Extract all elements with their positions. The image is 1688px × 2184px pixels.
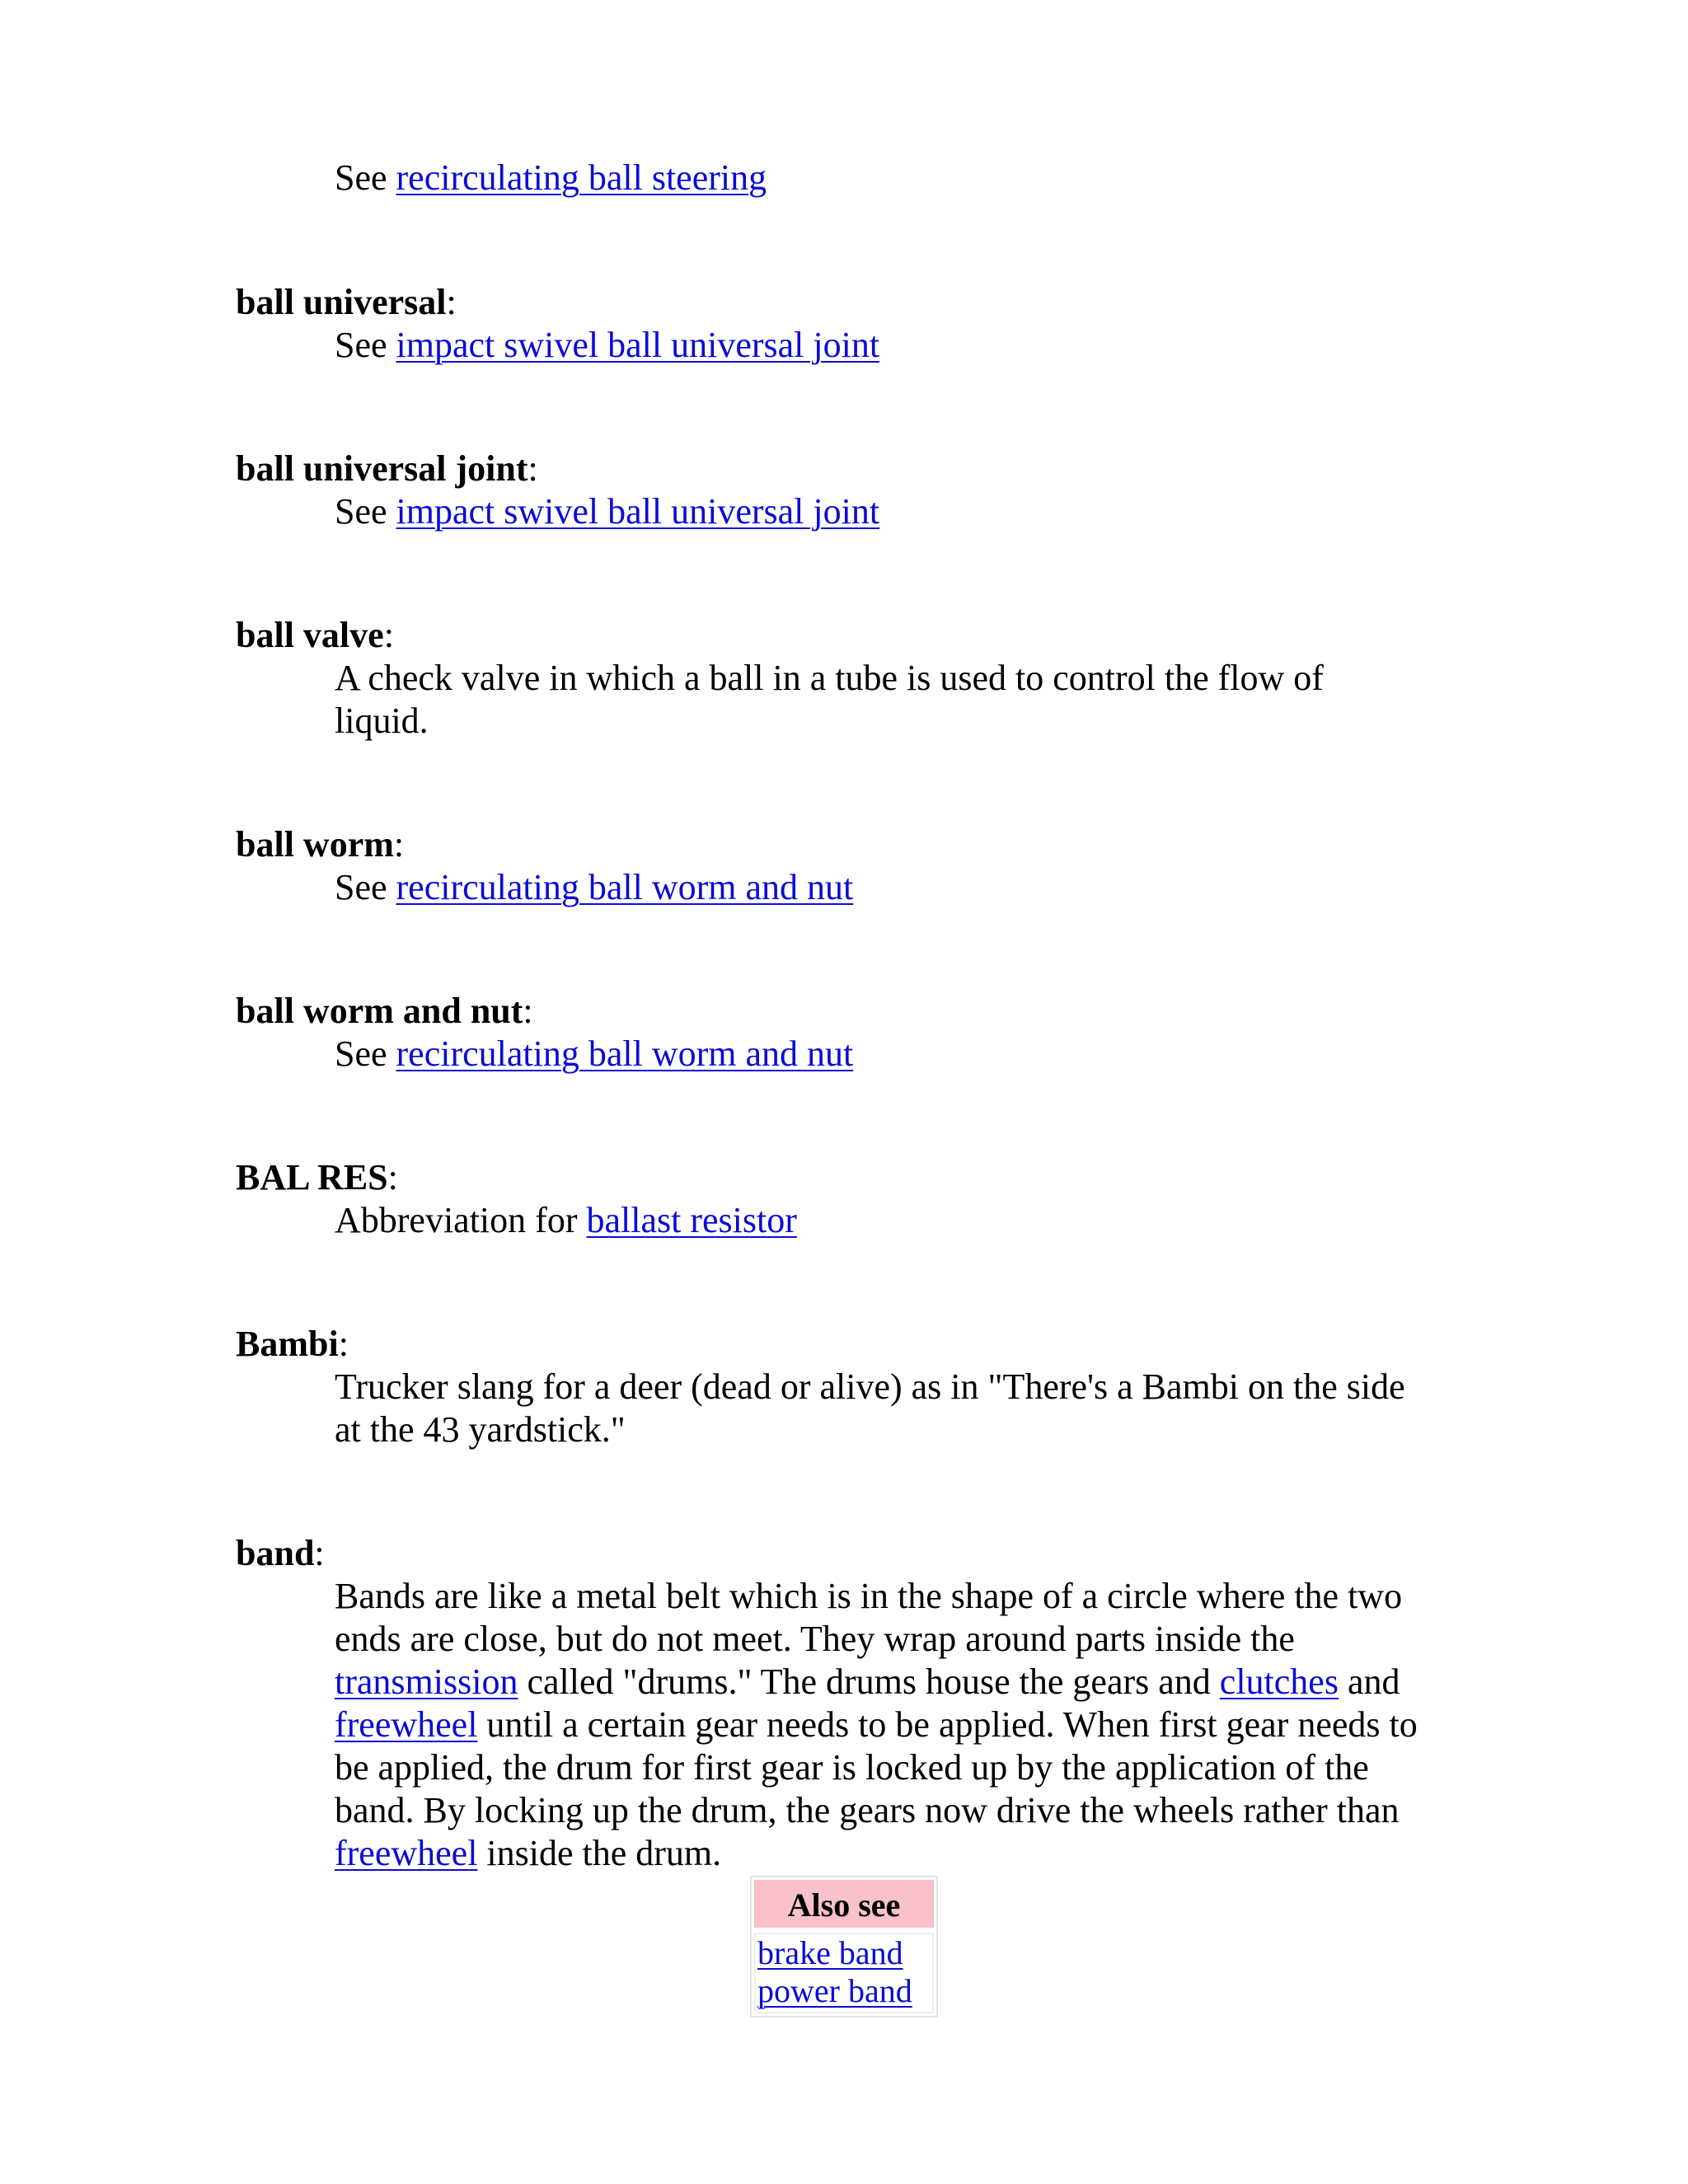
- term: [236, 823, 1456, 866]
- also-see-heading: Also see: [754, 1880, 934, 1928]
- term: [236, 1156, 1456, 1199]
- term-label: ball universal: [236, 282, 447, 322]
- term-label: ball valve: [236, 615, 384, 655]
- link-recirculating-ball-steering[interactable]: recirculating ball steering: [396, 157, 767, 198]
- link-freewheel[interactable]: freewheel: [335, 1833, 478, 1873]
- definition-text: See: [335, 325, 396, 365]
- term: [236, 1532, 1456, 1575]
- link-clutches[interactable]: clutches: [1219, 1661, 1339, 1702]
- definition: [335, 324, 1456, 367]
- definition: [335, 1199, 1456, 1242]
- link-recirculating-ball-worm-and-nut[interactable]: recirculating ball worm and nut: [396, 1033, 854, 1074]
- term-colon: :: [387, 1157, 398, 1197]
- link-transmission[interactable]: transmission: [335, 1661, 518, 1702]
- glossary-entry-ball-universal-joint: [236, 448, 1456, 533]
- definition-text: See: [335, 491, 396, 532]
- link-recirculating-ball-worm-and-nut[interactable]: recirculating ball worm and nut: [396, 867, 854, 907]
- also-see-links: [754, 1933, 934, 2013]
- glossary-entry-bambi: [236, 1323, 1456, 1451]
- link-brake-band[interactable]: brake band: [757, 1934, 903, 1971]
- term-colon: :: [314, 1533, 325, 1573]
- definition: [335, 490, 1456, 533]
- definition-text: inside the drum.: [477, 1833, 722, 1873]
- term: [236, 448, 1456, 490]
- term-label: ball worm: [236, 824, 394, 865]
- definition-text: See: [335, 157, 396, 198]
- link-freewheel[interactable]: freewheel: [335, 1704, 478, 1745]
- also-see-box: [750, 1876, 938, 2018]
- term-colon: :: [383, 615, 394, 655]
- definition-text: called "drums." The drums house the gears and: [518, 1661, 1220, 1702]
- term-colon: :: [528, 448, 538, 489]
- definition-text: See: [335, 1033, 396, 1074]
- glossary-entry-ball-universal: [236, 281, 1456, 367]
- glossary-entry-ball-worm-and-nut: [236, 990, 1456, 1076]
- term-label: ball universal joint: [236, 448, 528, 489]
- definition-text: See: [335, 867, 396, 907]
- definition-text: and: [1338, 1661, 1400, 1702]
- term-colon: :: [338, 1324, 349, 1364]
- definition: A check valve in which a ball in a tube is used to control the flow of liquid.: [335, 658, 1324, 741]
- term: [236, 614, 1456, 657]
- definition: Trucker slang for a deer (dead or alive) as in "There's a Bambi on the side at the 43 yardstick.": [335, 1366, 1405, 1450]
- glossary-entry-bal-res: [236, 1156, 1456, 1242]
- glossary-entry-continuation: [236, 157, 1456, 199]
- definition: [335, 866, 1456, 909]
- glossary-entry-ball-valve: [236, 614, 1456, 743]
- definition: [335, 157, 1456, 199]
- definition-text: Bands are like a metal belt which is in the shape of a circle where the two ends are close, but do not meet. They wrap around parts inside the: [335, 1576, 1403, 1659]
- term-label: band: [236, 1533, 315, 1573]
- link-impact-swivel-ball-universal-joint[interactable]: impact swivel ball universal joint: [396, 325, 880, 365]
- term-colon: :: [393, 824, 405, 865]
- definition-text: Abbreviation for: [335, 1200, 587, 1240]
- glossary-entry-band: [236, 1532, 1456, 1875]
- term: [236, 990, 1456, 1033]
- link-ballast-resistor[interactable]: ballast resistor: [586, 1200, 797, 1240]
- link-power-band[interactable]: power band: [757, 1972, 912, 2009]
- term: [236, 281, 1456, 324]
- term-colon: :: [446, 282, 457, 322]
- definition: [335, 1033, 1456, 1076]
- definition: [335, 1575, 1443, 1875]
- definition-text: until a certain gear needs to be applied. When first gear needs to be applied, the drum for first gear is locked up by the application of the band. By locking up the drum, the gears now drive the wheels rather than: [335, 1704, 1418, 1830]
- term: [236, 1323, 1456, 1366]
- glossary-entry-ball-worm: [236, 823, 1456, 909]
- link-impact-swivel-ball-universal-joint[interactable]: impact swivel ball universal joint: [396, 491, 880, 532]
- term-label: Bambi: [236, 1324, 339, 1364]
- term-colon: :: [523, 991, 533, 1031]
- term-label: ball worm and nut: [236, 991, 523, 1031]
- term-label: BAL RES: [236, 1157, 388, 1197]
